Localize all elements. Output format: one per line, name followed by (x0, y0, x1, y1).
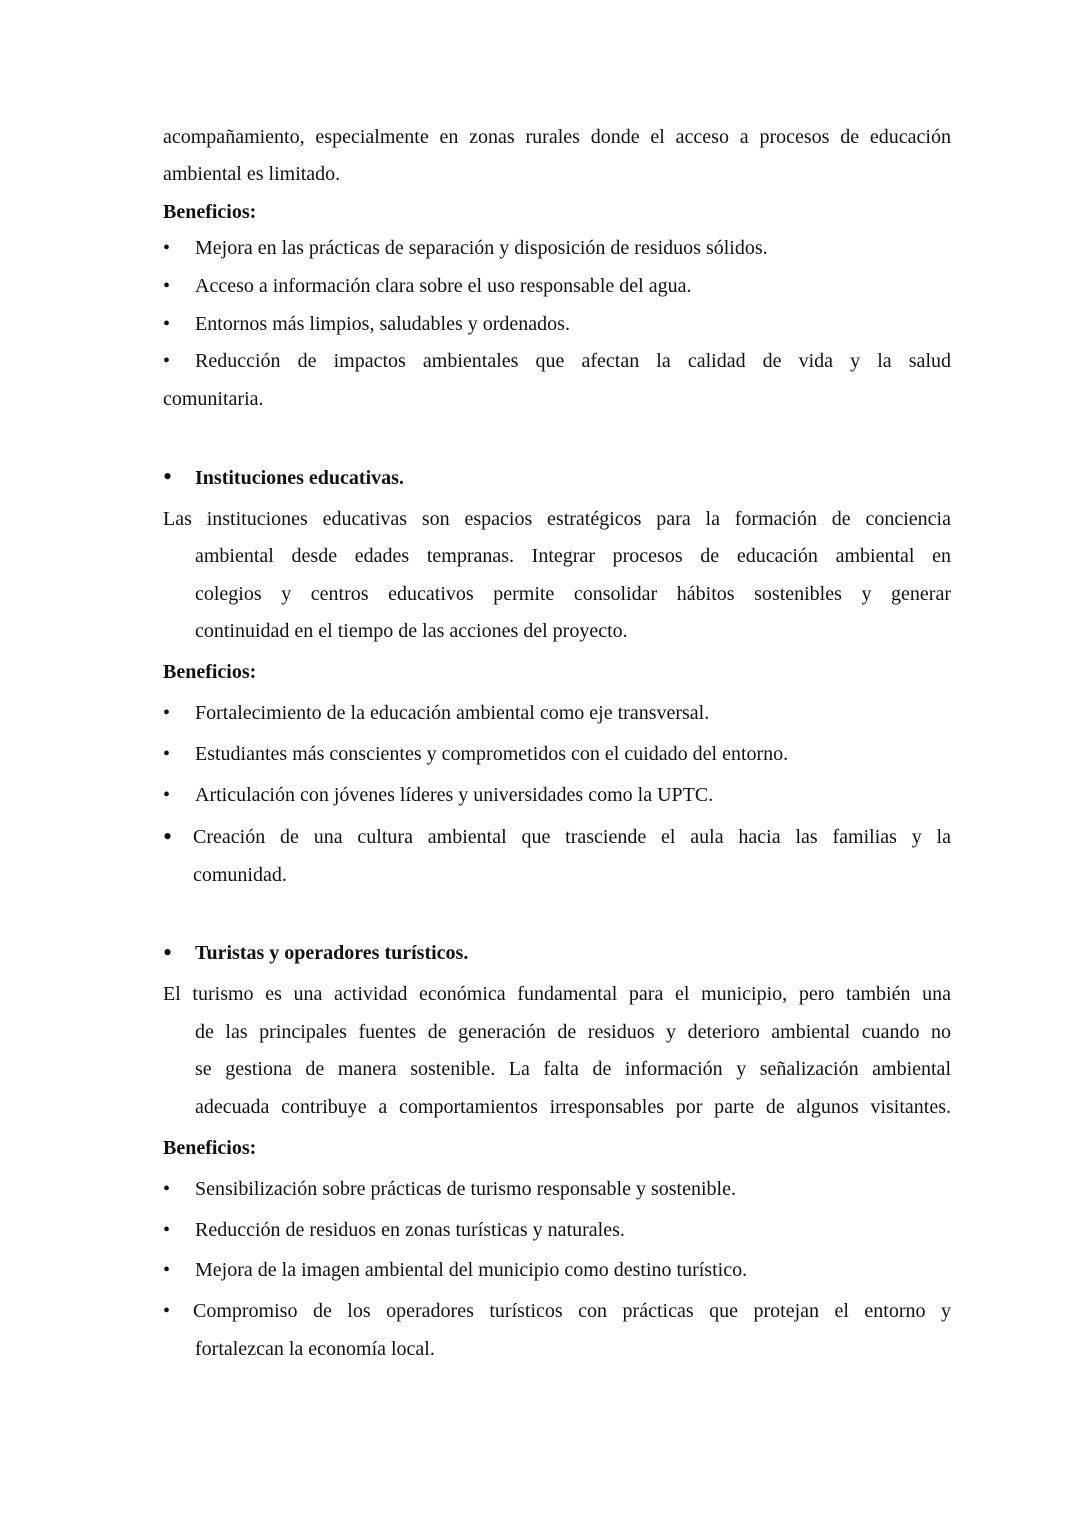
list-item: Fortalecimiento de la educación ambiental como eje transversal. (195, 702, 710, 724)
list-item: Compromiso de los operadores turísticos con prácticas que protejan el entorno y (193, 1300, 951, 1322)
paragraph-line: se gestiona de manera sostenible. La falta de información y señalización ambiental (195, 1058, 951, 1080)
bullet-icon: • (163, 1178, 171, 1200)
list-item-continuation: comunidad. (193, 864, 287, 886)
benefits-heading: Beneficios: (163, 661, 257, 683)
paragraph-line: colegios y centros educativos permite consolidar hábitos sostenibles y generar (195, 583, 951, 605)
bullet-icon: • (163, 1219, 171, 1241)
paragraph-line: ambiental desde edades tempranas. Integrar procesos de educación ambiental en (195, 545, 951, 567)
paragraph-line: de las principales fuentes de generación de residuos y deterioro ambiental cuando no (195, 1021, 951, 1043)
bullet-icon: • (163, 1300, 171, 1322)
list-item: Creación de una cultura ambiental que trasciende el aula hacia las familias y la (193, 826, 951, 848)
bullet-icon: • (163, 275, 171, 297)
list-item: Sensibilización sobre prácticas de turismo responsable y sostenible. (195, 1178, 736, 1200)
bullet-icon: • (163, 462, 173, 491)
list-item: Estudiantes más conscientes y comprometidos con el cuidado del entorno. (195, 743, 789, 765)
benefits-heading: Beneficios: (163, 1137, 257, 1159)
intro-line: ambiental es limitado. (163, 163, 341, 185)
bullet-icon: • (163, 702, 171, 724)
list-item: Reducción de residuos en zonas turísticas y naturales. (195, 1219, 625, 1241)
bullet-icon: • (163, 784, 171, 806)
bullet-icon: • (163, 350, 171, 372)
list-item: Articulación con jóvenes líderes y universidades como la UPTC. (195, 784, 714, 806)
paragraph-line: El turismo es una actividad económica fundamental para el municipio, pero también una (163, 983, 951, 1005)
list-item-continuation: fortalezcan la economía local. (195, 1338, 435, 1360)
section-title: Turistas y operadores turísticos. (195, 942, 469, 964)
bullet-icon: • (163, 743, 171, 765)
bullet-icon: • (163, 237, 171, 259)
intro-line: acompañamiento, especialmente en zonas rurales donde el acceso a procesos de educación (163, 126, 951, 148)
benefits-heading: Beneficios: (163, 201, 257, 223)
bullet-icon: • (163, 822, 173, 851)
paragraph-line: continuidad en el tiempo de las acciones del proyecto. (195, 620, 628, 642)
bullet-icon: • (163, 1259, 171, 1281)
paragraph-line: Las instituciones educativas son espacios estratégicos para la formación de conciencia (163, 508, 951, 530)
paragraph-line: adecuada contribuye a comportamientos irresponsables por parte de algunos visitantes. (195, 1096, 951, 1118)
bullet-icon: • (163, 313, 171, 335)
bullet-icon: • (163, 938, 173, 967)
list-item: Entornos más limpios, saludables y ordenados. (195, 313, 570, 335)
list-item-continuation: comunitaria. (163, 388, 264, 410)
section-title: Instituciones educativas. (195, 467, 404, 489)
list-item: Mejora en las prácticas de separación y disposición de residuos sólidos. (195, 237, 768, 259)
list-item: Reducción de impactos ambientales que afectan la calidad de vida y la salud (195, 350, 951, 372)
list-item: Mejora de la imagen ambiental del municipio como destino turístico. (195, 1259, 748, 1281)
list-item: Acceso a información clara sobre el uso responsable del agua. (195, 275, 692, 297)
